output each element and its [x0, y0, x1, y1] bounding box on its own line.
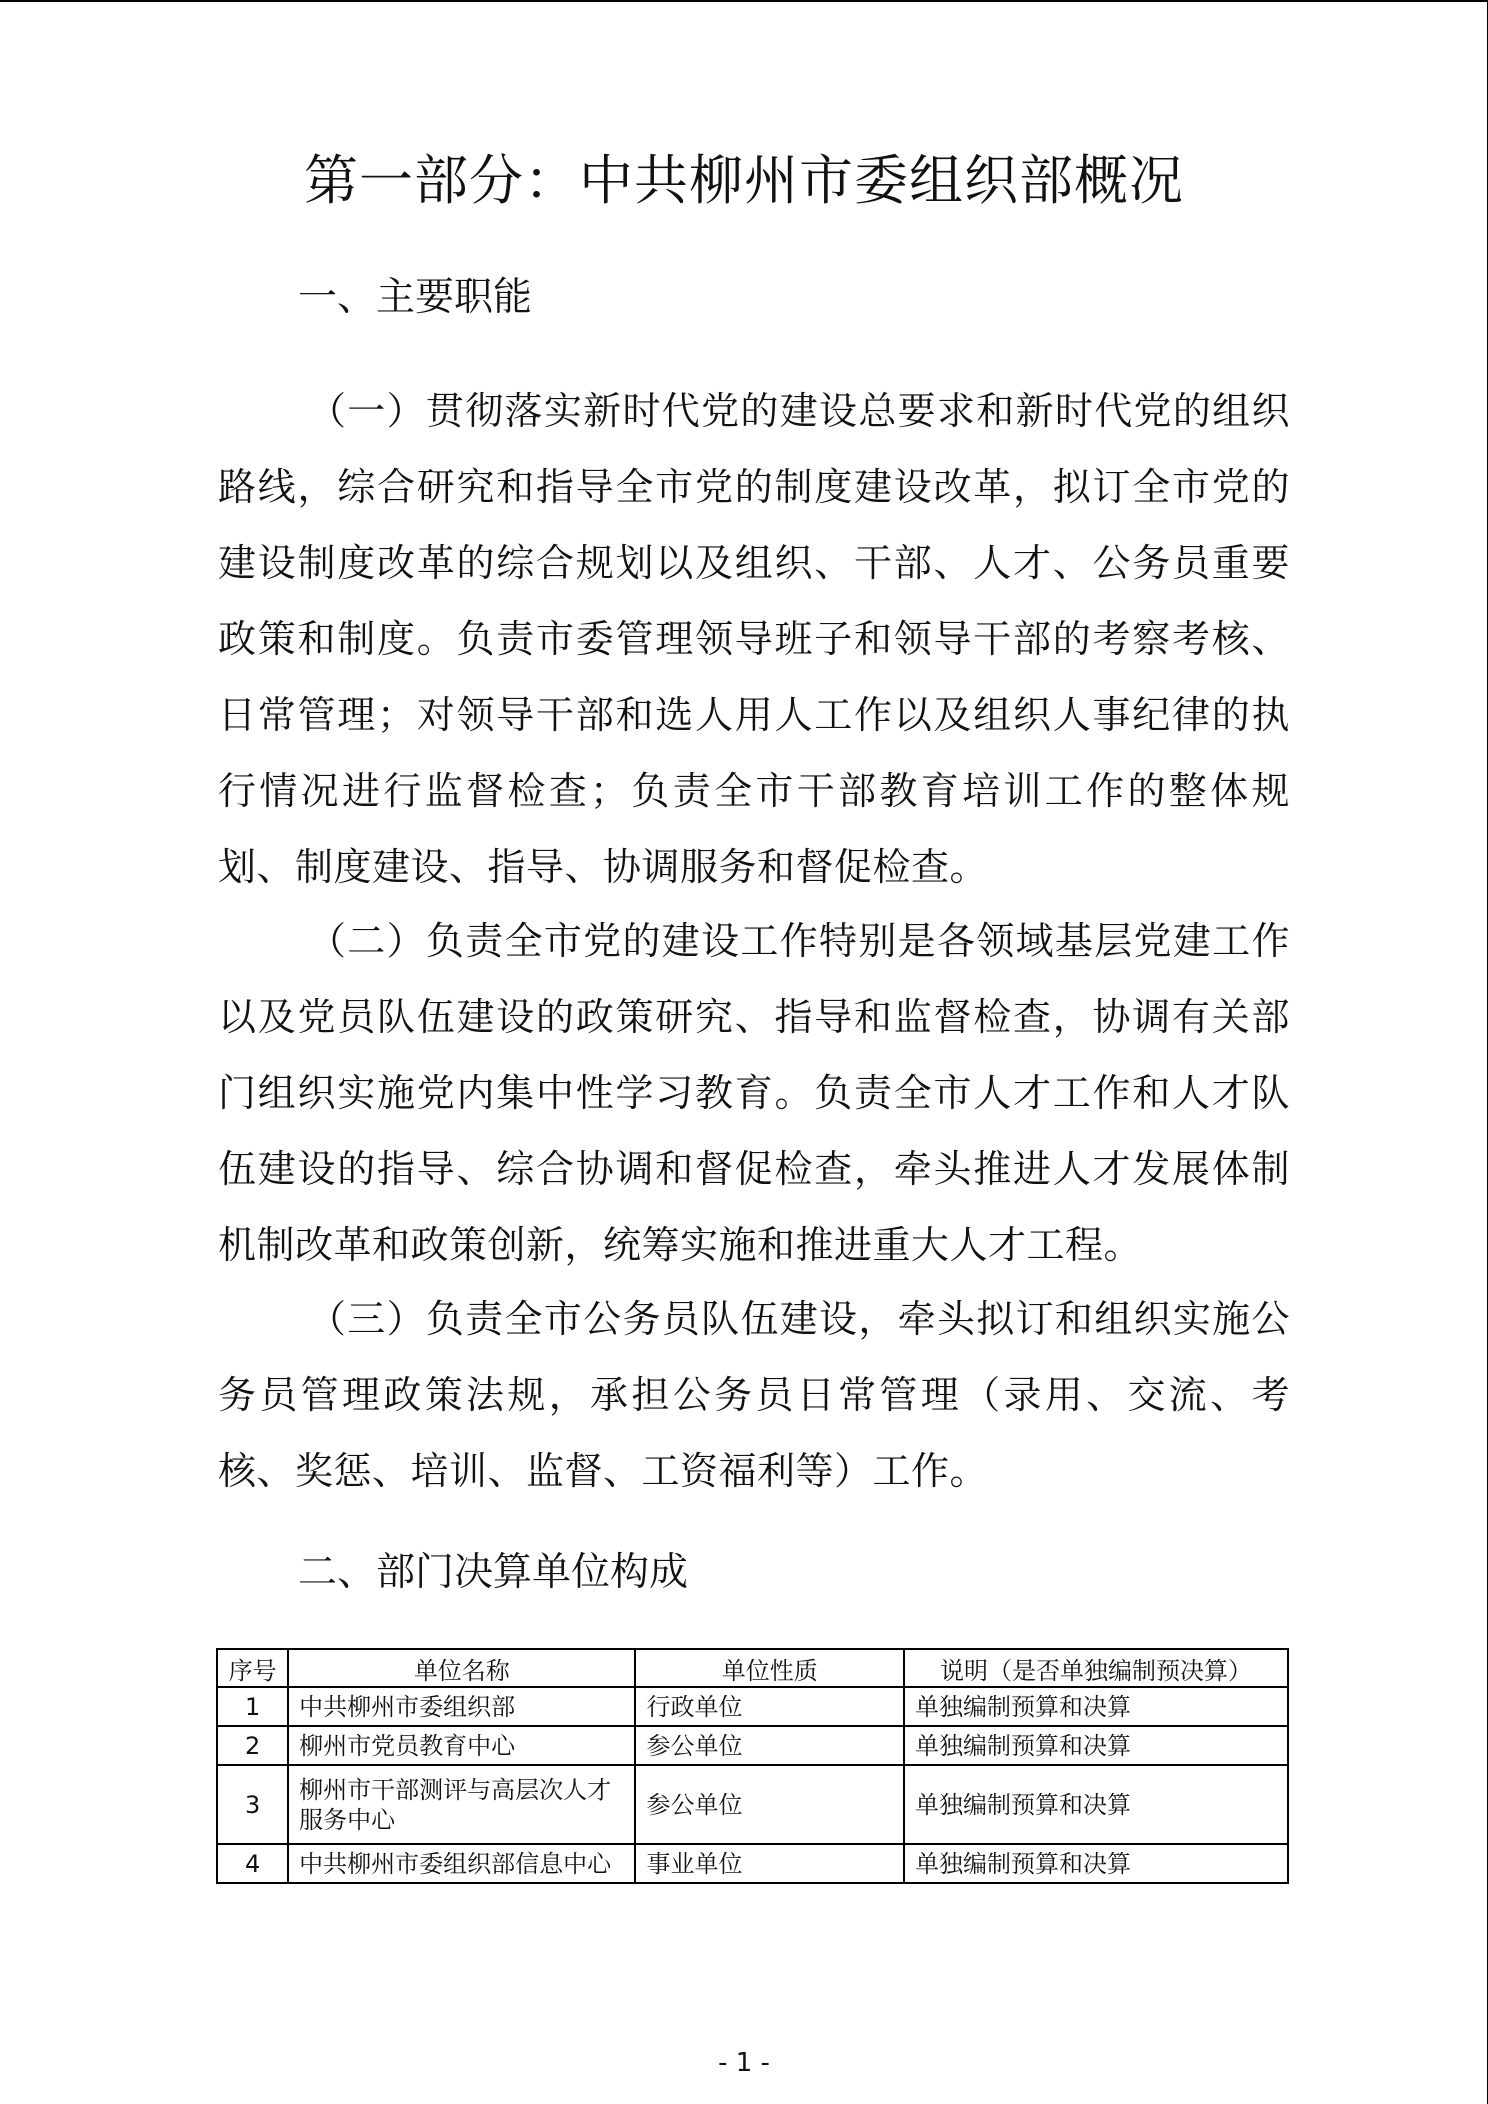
table-header-row	[217, 1649, 1288, 1687]
cell-seq: 2	[217, 1726, 288, 1765]
cell-seq: 3	[217, 1765, 288, 1844]
table-row	[217, 1687, 1288, 1726]
cell-unit-name: 柳州市党员教育中心	[288, 1726, 635, 1765]
paragraph-function-2: （二）负责全市党的建设工作特别是各领域基层党建工作以及党员队伍建设的政策研究、指导和监督检查，协调有关部门组织实施党内集中性学习教育。负责全市人才工作和人才队伍建设的指导、综合协调和督促检查，牵头推进人才发展体制机制改革和政策创新，统筹实施和推进重大人才工程。	[218, 919, 1290, 1267]
table-row	[217, 1726, 1288, 1765]
header-unit-nature: 单位性质	[635, 1649, 904, 1687]
cell-unit-nature: 事业单位	[635, 1844, 904, 1883]
header-unit-name: 单位名称	[288, 1649, 635, 1687]
cell-note: 单独编制预算和决算	[904, 1726, 1288, 1765]
cell-unit-nature: 参公单位	[635, 1726, 904, 1765]
paragraph-function-1: （一）贯彻落实新时代党的建设总要求和新时代党的组织路线，综合研究和指导全市党的制度建设改革，拟订全市党的建设制度改革的综合规划以及组织、干部、人才、公务员重要政策和制度。负责市委管理领导班子和领导干部的考察考核、日常管理；对领导干部和选人用人工作以及组织人事纪律的执行情况进行监督检查；负责全市干部教育培训工作的整体规划、制度建设、指导、协调服务和督促检查。	[218, 389, 1290, 889]
cell-note: 单独编制预算和决算	[904, 1687, 1288, 1726]
page-number: - 1 -	[718, 2048, 770, 2078]
cell-note: 单独编制预算和决算	[904, 1765, 1288, 1844]
cell-unit-nature: 行政单位	[635, 1687, 904, 1726]
page-title: 第一部分：中共柳州市委组织部概况	[304, 149, 1184, 212]
cell-unit-name: 柳州市干部测评与高层次人才服务中心	[288, 1765, 635, 1844]
cell-note: 单独编制预算和决算	[904, 1844, 1288, 1883]
cell-unit-nature: 参公单位	[635, 1765, 904, 1844]
cell-seq: 4	[217, 1844, 288, 1883]
table-row	[217, 1844, 1288, 1883]
cell-unit-name: 中共柳州市委组织部	[288, 1687, 635, 1726]
paragraph-function-3: （三）负责全市公务员队伍建设，牵头拟订和组织实施公务员管理政策法规，承担公务员日常管理（录用、交流、考核、奖惩、培训、监督、工资福利等）工作。	[218, 1297, 1290, 1493]
header-note: 说明（是否单独编制预决算）	[904, 1649, 1288, 1687]
table-row	[217, 1765, 1288, 1844]
section-heading-functions: 一、主要职能	[298, 275, 533, 320]
header-seq: 序号	[217, 1649, 288, 1687]
cell-unit-name: 中共柳州市委组织部信息中心	[288, 1844, 635, 1883]
section-heading-units: 二、部门决算单位构成	[298, 1550, 689, 1595]
units-table	[216, 1648, 1289, 1884]
cell-seq: 1	[217, 1687, 288, 1726]
page-top-border	[0, 0, 1488, 2]
